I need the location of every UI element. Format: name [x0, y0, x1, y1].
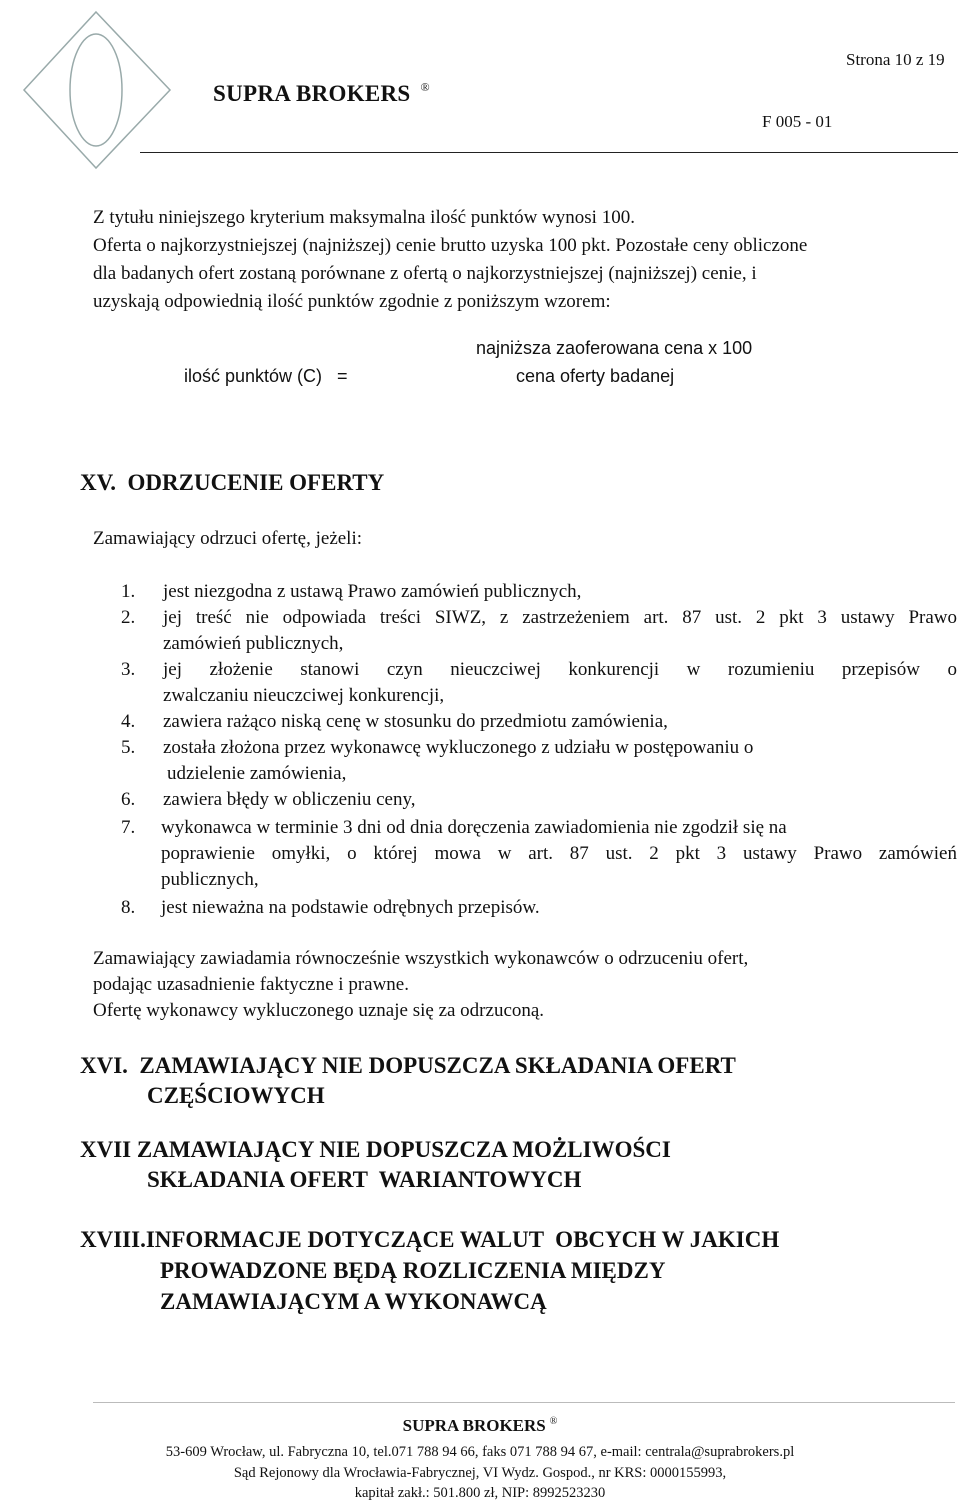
section-xv-intro: Zamawiający odrzuci ofertę, jeżeli: — [93, 528, 363, 549]
closing-line-2: podając uzasadnienie faktyczne i prawne. — [93, 974, 409, 995]
brand-name: SUPRA BROKERS ® — [213, 80, 430, 106]
intro-line-2: Oferta o najkorzystniejszej (najniższej) cenie brutto uzyska 100 pkt. Pozostałe ceny obliczone — [93, 235, 808, 256]
footer-court-registration: Sąd Rejonowy dla Wrocławia-Fabrycznej, VI Wydz. Gospod., nr KRS: 0000155993, — [233, 1465, 727, 1481]
footer-brand: SUPRA BROKERS ® — [402, 1416, 558, 1435]
intro-line-3: dla badanych ofert zostaną porównane z ofertą o najkorzystniejszej (najniższej) cenie, i — [93, 263, 757, 284]
intro-line-1: Z tytułu niniejszego kryterium maksymalna ilość punktów wynosi 100. — [93, 207, 635, 228]
footer-registered-mark: ® — [549, 1416, 558, 1428]
section-xviii-heading: XVIII.INFORMACJE DOTYCZĄCE WALUT OBCYCH W JAKICH — [80, 1227, 780, 1252]
formula-left-side: ilość punktów (C) = — [184, 366, 348, 386]
section-xv-heading: XV. ODRZUCENIE OFERTY — [80, 470, 385, 495]
section-xviii-heading-cont2: ZAMAWIAJĄCYM A WYKONAWCĄ — [160, 1289, 547, 1314]
intro-line-4: uzyskają odpowiednią ilość punktów zgodnie z poniższym wzorem: — [93, 291, 611, 312]
section-xvi-heading-cont: CZĘŚCIOWYCH — [147, 1083, 325, 1108]
footer-address: 53-609 Wrocław, ul. Fabryczna 10, tel.071 788 94 66, faks 071 788 94 67, e-mail: centrala@suprabrokers.pl — [165, 1444, 795, 1460]
page-number: Strona 10 z 19 — [846, 50, 945, 69]
header-divider — [140, 152, 958, 153]
section-xvi-heading: XVI. ZAMAWIAJĄCY NIE DOPUSZCZA SKŁADANIA OFERT — [80, 1053, 736, 1078]
registered-mark: ® — [420, 80, 430, 94]
footer-capital: kapitał zakł.: 501.800 zł, NIP: 8992523230 — [354, 1485, 606, 1501]
footer-divider — [93, 1402, 955, 1403]
formula-denominator: cena oferty badanej — [516, 366, 675, 386]
section-xviii-heading-cont: PROWADZONE BĘDĄ ROZLICZENIA MIĘDZY — [160, 1258, 666, 1283]
document-code: F 005 - 01 — [762, 112, 833, 131]
section-xvii-heading: XVII ZAMAWIAJĄCY NIE DOPUSZCZA MOŻLIWOŚCI — [80, 1137, 671, 1162]
formula-numerator: najniższa zaoferowana cena x 100 — [476, 338, 753, 358]
closing-line-1: Zamawiający zawiadamia równocześnie wszystkich wykonawców o odrzuceniu ofert, — [93, 948, 749, 969]
section-xvii-heading-cont: SKŁADANIA OFERT WARIANTOWYCH — [147, 1167, 582, 1192]
closing-line-3: Ofertę wykonawcy wykluczonego uznaje się za odrzuconą. — [93, 1000, 545, 1021]
